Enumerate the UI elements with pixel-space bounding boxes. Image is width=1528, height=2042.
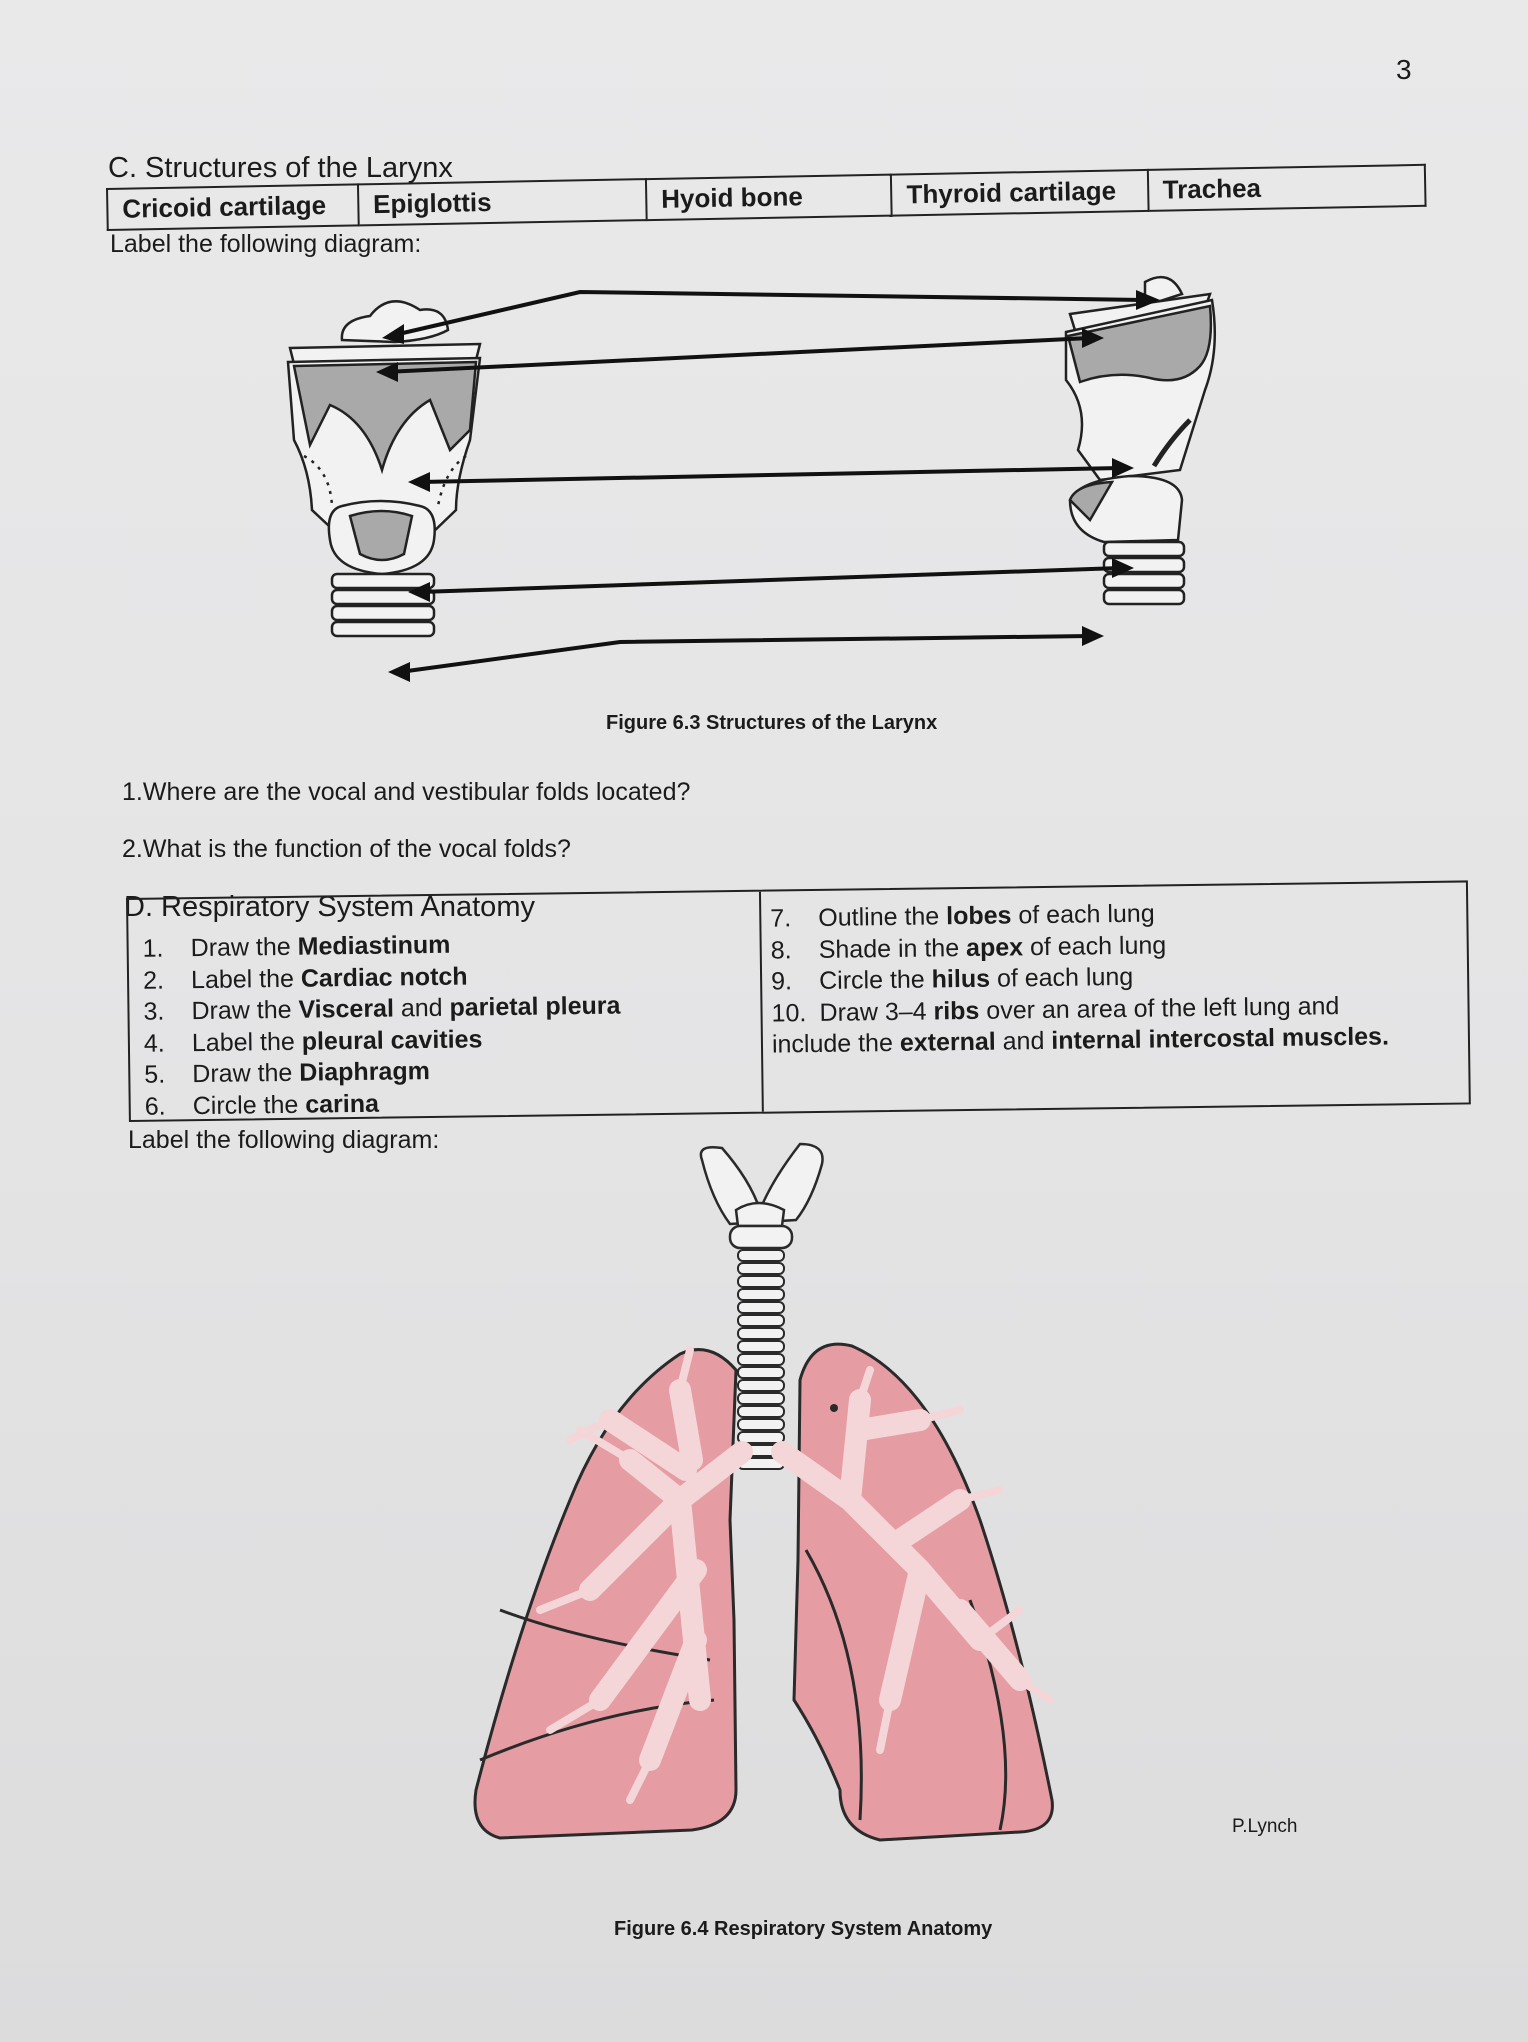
term-cricoid: Cricoid cartilage (107, 184, 358, 230)
trachea-ring (738, 1354, 784, 1365)
arrow-hyoid (385, 338, 1090, 372)
larynx-notch (736, 1203, 784, 1226)
label-instruction-c: Label the following diagram: (110, 230, 422, 258)
trachea-ring (738, 1263, 784, 1274)
cardiac-dot (830, 1404, 838, 1412)
question-1: 1.Where are the vocal and vestibular folds located? (122, 778, 691, 806)
term-trachea: Trachea (1147, 165, 1425, 211)
tasks-right-list (770, 895, 1389, 1061)
tasks-left-list (142, 928, 621, 1123)
task-item-2: 2. Label the Cardiac notch (142, 962, 468, 995)
task-item-4: 4. Label the pleural cavities (143, 1024, 483, 1058)
trachea-ring (738, 1406, 784, 1417)
arrowhead-trachea-right (1082, 626, 1104, 646)
cricoid-gray-front (350, 511, 412, 560)
arrow-trachea (400, 636, 1090, 672)
term-thyroid: Thyroid cartilage (891, 170, 1148, 216)
tasks-divider (759, 892, 764, 1112)
cricoid-top (730, 1226, 792, 1248)
trachea-ring (738, 1432, 784, 1443)
question-2: 2.What is the function of the vocal folds? (122, 835, 571, 863)
arrow-cricoid (420, 568, 1120, 592)
trachea-ring (738, 1328, 784, 1339)
term-hyoid: Hyoid bone (646, 175, 892, 220)
arrow-epiglottis (390, 292, 1145, 336)
term-epiglottis: Epiglottis (358, 179, 647, 225)
trachea-rings (738, 1250, 784, 1469)
trachea-ring (738, 1302, 784, 1313)
trachea-ring (738, 1315, 784, 1326)
task-item-7: 7. Outline the lobes of each lung (770, 899, 1155, 933)
author-signature: P.Lynch (1232, 1816, 1298, 1837)
trachea-ring (738, 1341, 784, 1352)
larynx-diagram (270, 270, 1250, 690)
trachea-ring (738, 1380, 784, 1391)
section-c-title: C. Structures of the Larynx (108, 152, 453, 184)
task-item-10: 10. Draw 3–4 ribs over an area of the left lung and (771, 991, 1340, 1028)
trachea-ring (738, 1393, 784, 1404)
trachea-ring-4-side (1104, 590, 1184, 604)
trachea-ring-4-front (332, 622, 434, 636)
task-item-10-continued: include the external and internal intercostal muscles. (771, 1022, 1390, 1059)
arrow-thyroid (420, 468, 1120, 482)
trachea-ring-1-side (1104, 542, 1184, 556)
trachea-ring-1-front (332, 574, 434, 588)
label-instruction-d: Label the following diagram: (128, 1126, 440, 1154)
respiratory-tasks-box (126, 880, 1471, 1122)
task-item-5: 5. Draw the Diaphragm (144, 1057, 431, 1089)
task-item-9: 9. Circle the hilus of each lung (770, 962, 1134, 996)
page-number: 3 (1396, 54, 1412, 85)
section-d-title: D. Respiratory System Anatomy (124, 891, 535, 923)
respiratory-diagram (460, 1140, 1110, 1900)
trachea-ring (738, 1367, 784, 1378)
task-item-6: 6. Circle the carina (144, 1089, 380, 1121)
task-item-8: 8. Shade in the apex of each lung (770, 930, 1167, 965)
trachea-ring-3-front (332, 606, 434, 620)
trachea-ring (738, 1250, 784, 1261)
trachea-ring (738, 1276, 784, 1287)
figure-6-4-caption: Figure 6.4 Respiratory System Anatomy (614, 1918, 993, 1940)
figure-6-3-caption: Figure 6.3 Structures of the Larynx (606, 712, 938, 734)
arrowhead-trachea-left (388, 662, 410, 682)
trachea-ring (738, 1289, 784, 1300)
task-item-1: 1. Draw the Mediastinum (142, 930, 451, 963)
trachea-ring (738, 1419, 784, 1430)
task-item-3: 3. Draw the Visceral and parietal pleura (143, 991, 621, 1026)
